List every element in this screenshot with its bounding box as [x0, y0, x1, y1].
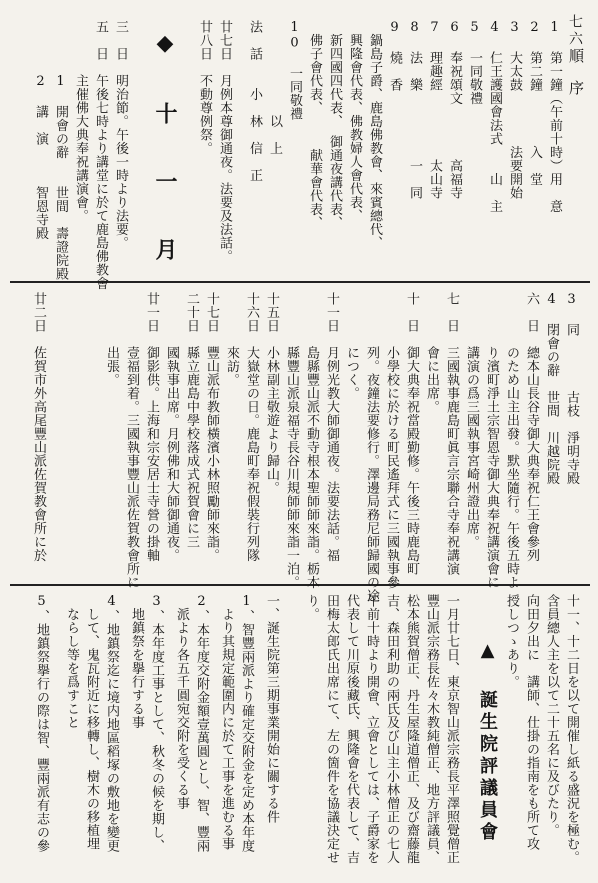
mid-col: 講演の爲三國執事宮崎州證出席。 — [464, 292, 479, 549]
bottom-col: 向田夕出に 講師、仕掛の指南をも所て攻 — [524, 594, 539, 851]
bottom-col: 2、本年度交附金額壹萬圓とし、智、豐兩 — [194, 594, 209, 853]
bottom-col: 一、誕生院第三期事業開始に關する件 — [264, 594, 279, 824]
top-col: 廿八日 不動尊例祭。 — [197, 20, 212, 155]
bottom-col: 田梅太郎氏出席にて、左の箇件を協議決定せ — [324, 594, 339, 864]
bottom-col: 吉、森田利助の兩氏及び山主小林僧正の七人 — [384, 594, 399, 864]
bottom-col: 松本熊賀僧正、丹生屋隆道僧正、及び齋藤龍 — [404, 594, 419, 864]
mid-col: のため山主出發。默坐隨行。午後五時よ — [504, 292, 519, 589]
bottom-col: 授しつゝあり。 — [504, 594, 519, 689]
mid-col: 十六日 大嶽堂の日。鹿島町奉祝假裝行列隊 — [244, 292, 259, 562]
mid-col: 七 日 三國執事鹿島町眞言宗聯合寺奉祝講演 — [444, 292, 459, 576]
top-col: 7 理趣經 太山寺 — [427, 20, 442, 200]
mid-col: 會に出席。 — [424, 292, 439, 414]
top-col: 新四國四代表、 御通夜講代表、 — [327, 20, 342, 230]
bottom-col: 含員總人主を以て二十五名に及びたり。 — [544, 594, 559, 837]
top-col: 興隆會代表、佛教婦人會代表、 — [347, 20, 362, 223]
top-col: 9 燒 香 — [387, 20, 402, 92]
top-col: 法 話 小 林 信 正 — [247, 20, 262, 182]
mid-col: 六 日 總本山長谷寺御大典奉祝仁王會參列 — [524, 292, 539, 562]
mid-col: 國執事出席。月例佛和大師御通夜。 — [164, 292, 179, 562]
section-title: ▲ 誕生院評議員會 — [477, 640, 498, 844]
top-col: 三 日 明治節。午後一時より法要。 — [113, 20, 128, 250]
bottom-col: り。 — [304, 594, 319, 621]
top-col: 以 上 — [267, 20, 282, 155]
month-heading: ◆ 十 一 月 — [152, 30, 178, 270]
page-number: 七六 — [567, 14, 583, 48]
bottom-col: 豐山派宗務長佐々木教純僧正、地方評議員、 — [424, 594, 439, 864]
mid-col: 十七日 豐山派布教師橫濱小林照勵師來詣。 — [204, 292, 219, 562]
bottom-col: 4、地鎮祭迄に境内地區稻塚の敷地を變更 — [104, 594, 119, 853]
bottom-col: 地鎮祭を擧行する事 — [129, 594, 144, 729]
top-col: 五 日 午後七時より講堂に於て鹿島佛教會 — [93, 20, 108, 290]
mid-col: 小學校に於ける町民遙拜式に三國執事參 — [384, 292, 399, 589]
top-col: 1 開會の辭 世間 壽證院殿 — [53, 20, 68, 281]
top-col: 廿七日 月例本尊御通夜。法要及法話。 — [217, 20, 232, 263]
mid-col: り濱町淨土宗智恩寺御大典奉祝講演會に — [484, 292, 499, 589]
top-col: 8 法 樂 一 同 — [407, 20, 422, 200]
bottom-col: より其規定範圍内に於て工事を進むる事 — [219, 594, 234, 851]
bottom-col: 代表して川原後藏氏、興隆會を代表して、吉 — [344, 594, 359, 864]
mid-col: 出張。 — [104, 292, 119, 387]
top-col: 1 第一鐘（午前十時）用 意 — [547, 20, 562, 213]
top-col: 佛子會代表、 献華會代表、 — [307, 20, 322, 230]
mid-col: 3 同 古枝 淨明寺殿 — [564, 292, 579, 485]
bottom-col: 一月廿七日、東京智山派宗務長平澤照覺僧正 — [444, 594, 459, 864]
mid-col: 壹福到着。三國執事豐山派佐賀教會所に — [124, 292, 139, 589]
bottom-col: 5、地鎮祭擧行の際は智、豐兩派有志の參 — [34, 594, 49, 853]
top-col: 10 一同敬禮 — [287, 20, 302, 121]
bottom-col: 十一、十二日を以て開催し紙る盛況を極む。 — [564, 594, 579, 864]
mid-col: につく。 — [344, 292, 359, 400]
top-col: 2 講 演 智恩寺殿 — [33, 20, 48, 240]
mid-col: 廿二日 佐賀市外高尾豐山派佐賀教會所に於 — [31, 292, 46, 562]
top-col: 2 第二鐘 入 堂 — [527, 20, 542, 186]
bottom-col: 派より各五千圓宛交附を受くる事 — [174, 594, 189, 810]
top-col: 4 仁王護國會法式 山 主 — [487, 20, 502, 213]
top-col: 6 奉祝頌文 高福寺 — [447, 20, 462, 200]
top-col: 順 序 — [567, 48, 585, 96]
bottom-col: して、鬼瓦附近に移轉し、樹木の移植埋 — [84, 594, 99, 851]
mid-col: 縣豐山派泉福寺長谷川規師師來詣一泊。 — [284, 292, 299, 589]
bottom-col: ならし等を爲すこと — [64, 594, 79, 729]
bottom-col: 午前十時より開會、立會としては、子爵家を — [364, 594, 379, 864]
mid-col: 二十日 縣立鹿島中學校落成式祝賀會に三 — [184, 292, 199, 549]
mid-col: 來訪。 — [224, 292, 239, 387]
mid-col: 十五日 小林副主敬遊より歸山。 — [264, 292, 279, 495]
mid-col: 列。夜鐘法要修行。澤邊局務尼師歸國の途 — [364, 292, 379, 603]
mid-col: 十 日 御大典奉祝當殿勤修。午後三時鹿島町 — [404, 292, 419, 576]
top-col: 鍋島子爵、鹿島佛教會、來賓總代、 — [367, 20, 382, 250]
bottom-col: 3、本年度工事として、秋冬の候を期し、 — [149, 594, 164, 853]
mid-col: 島縣豐山派不動寺根本聖師師來詣。栃木 — [304, 292, 319, 589]
bottom-col: 1、智豐兩派より確定交附金を定め本年度 — [239, 594, 254, 853]
mid-col: 4 閉會の辭 世間 川越院殿 — [544, 292, 559, 485]
top-col: 3 大太鼓 法要開始 — [507, 20, 522, 200]
top-col: 5 一同敬禮 — [467, 20, 482, 105]
mid-col: 廿一日 御影供。上海和宗安居士寺營の掛軸 — [144, 292, 159, 562]
top-col: 主催佛大典奉祝講演會。 — [73, 20, 88, 223]
mid-col: 十一日 月例光教大師御通夜。法要法話。福 — [324, 292, 339, 562]
